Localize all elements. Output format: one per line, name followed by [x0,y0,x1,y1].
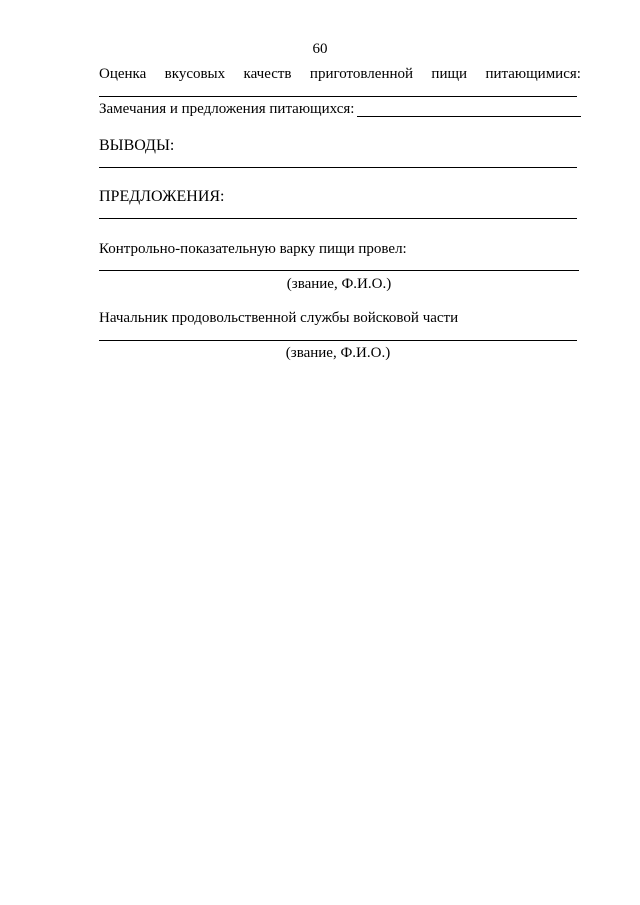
conclusions-heading: ВЫВОДЫ: [99,137,175,154]
control-signature-line [99,270,579,271]
assessment-line [99,65,581,83]
assessment-word: приготовленной [309,66,414,82]
control-cooking-label: Контрольно-показательную варку пищи провел: [99,241,407,257]
remarks-fill-line [357,116,581,117]
proposals-heading: ПРЕДЛОЖЕНИЯ: [99,188,225,205]
assessment-fill-line [99,96,577,97]
page-number: 60 [312,41,328,57]
assessment-word: вкусовых [164,66,226,82]
proposals-fill-line [99,218,577,219]
assessment-word: пищи [431,66,468,82]
chief-label: Начальник продовольственной службы войсковой части [99,310,459,326]
chief-signature-line [99,340,577,341]
assessment-word: питающимися: [485,66,581,82]
assessment-word: качеств [243,66,292,82]
conclusions-fill-line [99,167,577,168]
signature-caption: (звание, Ф.И.О.) [286,276,392,292]
remarks-label: Замечания и предложения питающихся: [99,101,355,117]
signature-caption: (звание, Ф.И.О.) [285,345,391,361]
assessment-word: Оценка [99,66,147,82]
